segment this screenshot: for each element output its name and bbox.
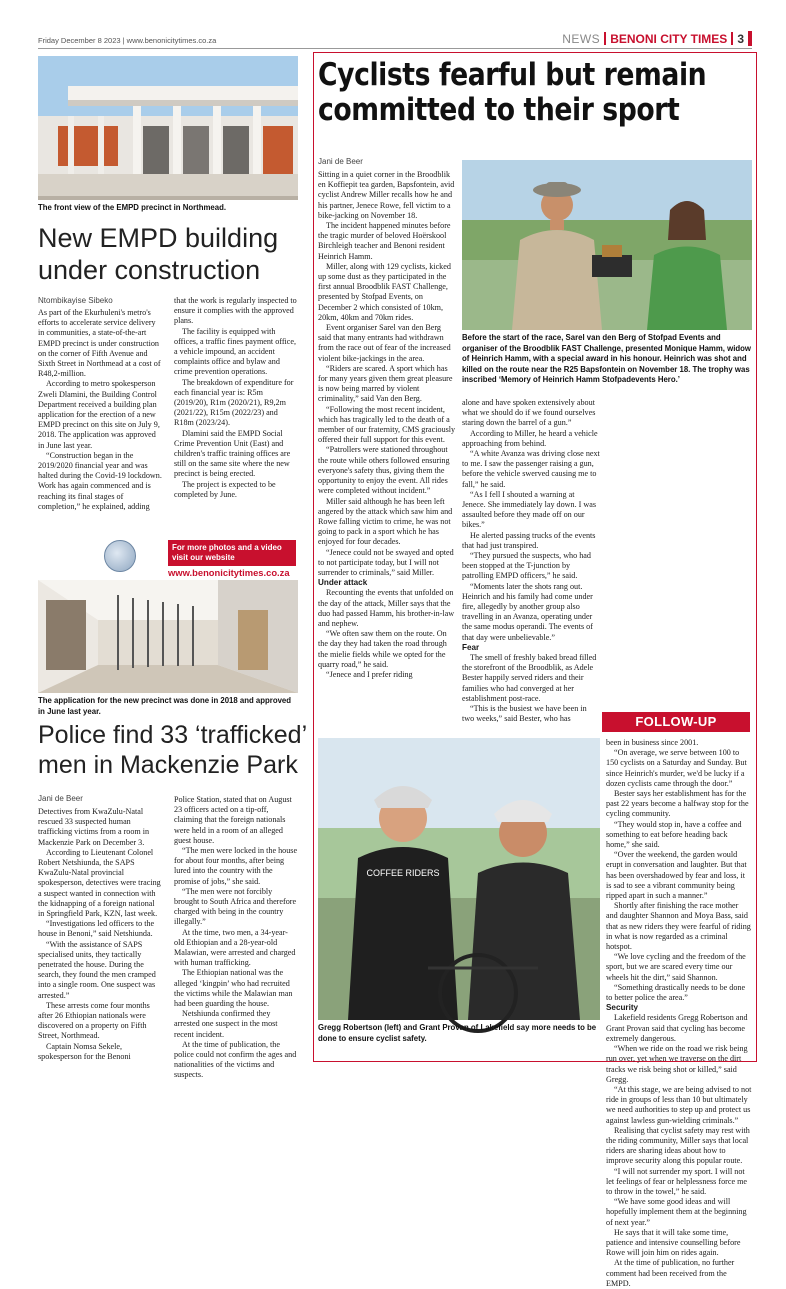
paragraph: According to metro spokesperson Zweli Dlamini, the Building Control Department received a building plan application for the erection of a new EMPD precinct on this site on July 9, 2018. The application was approved in June last year. — [38, 379, 160, 450]
empd-byline: Ntombikayise Sibeko — [38, 296, 113, 305]
paragraph: The Ethiopian national was the alleged ‘kingpin’ who had recruited the victims while the Malawian man had been guarding the house. — [174, 968, 293, 1009]
paragraph: According to Lieutenant Colonel Robert Netshiunda, the SAPS KwaZulu-Natal provincial spokesperson, detectives were tracing a suspect wanted in connection with the kidnapping of a foreign national in Springfield Park, KZN, last week. — [38, 847, 161, 919]
section-label: NEWS — [562, 31, 601, 46]
subheading: Security — [606, 1003, 639, 1013]
followup-badge: FOLLOW-UP — [602, 712, 750, 732]
page-number: 3 — [737, 31, 744, 46]
paragraph: that the work is regularly inspected to ensure it complies with the approved plans. — [174, 296, 297, 326]
empd-headline-line: under construction — [38, 255, 261, 285]
paragraph: Realising that cyclist safety may rest with the riding community, Miller says that local riders are sharing ideas about how to improve security along this popular route. — [606, 1125, 750, 1166]
cyclists-column-1 — [318, 170, 456, 680]
paragraph: Captain Nomsa Sekele, spokesperson for the Benoni — [38, 1041, 131, 1061]
subheading: Fear — [462, 642, 480, 652]
paragraph: “Investigations led officers to the house in Benoni,” said Netshiunda. — [38, 919, 155, 939]
cyclists-byline: Jani de Beer — [318, 157, 363, 166]
paragraph: “Moments later the shots rang out. Heinrich and his family had come under fire, allegedly by another group also travelling in an Avanza, operating under the same modus operandi. The events of that day were unbelievable.” — [462, 581, 593, 642]
paragraph: Shortly after finishing the race mother and daughter Shannon and Moya Bass, said that as new riders they were fearful of riding in what is now regarded as a criminal hotspot. — [606, 901, 751, 952]
paragraph: Detectives from KwaZulu-Natal rescued 33 suspected human trafficking victims from a room in Mackenzie Park on December 3. — [38, 807, 150, 847]
paragraph: According to Miller, he heard a vehicle approaching from behind. — [462, 428, 598, 448]
paragraph: “They pursued the suspects, who had been stopped at the T-junction by patrolling EMPD officers,” he said. — [462, 551, 591, 581]
paragraph: “Riders are scared. A sport which has for many years given them great pleasure is now being marred by violent criminality,” said Van den Berg. — [318, 363, 453, 404]
paragraph: Lakefield residents Gregg Robertson and Grant Provan said that cycling has become extremely dangerous. — [606, 1013, 748, 1043]
paragraph: “We love cycling and the freedom of the sport, but we are scared every time our wheels hit the dirt,” said Shannon. — [606, 952, 746, 982]
cyclists-column-2 — [462, 398, 600, 725]
paragraph: He alerted passing trucks of the events that had just transpired. — [462, 530, 596, 550]
paragraph: “We have some good ideas and will hopefully implement them at the beginning of next year.” — [606, 1197, 747, 1227]
trafficked-headline-line: men in Mackenzie Park — [38, 751, 298, 779]
paragraph: “This is the busiest we have been in two weeks,” said Bester, who has — [462, 704, 587, 724]
empd-headline — [38, 222, 278, 286]
paragraph: “The men were locked in the house for about four months, after being lured into the country with the promise of jobs,” she said. — [174, 846, 298, 886]
empd-photo-caption: The front view of the EMPD precinct in Northmead. — [38, 203, 227, 212]
paragraph: “As I fell I shouted a warning at Jenece. She immediately lay down. I was assaulted before they made off on our bikes.” — [462, 489, 597, 530]
paragraph: “Jenece could not be swayed and opted to not participate today, but I will not surrender to criminals,” said Miller. — [318, 547, 454, 577]
paragraph: Dlamini said the EMPD Social Crime Prevention Unit (East) and children's traffic training offices are still on the same site where the new precinct is being erected. — [174, 428, 291, 479]
paragraph: At the time, two men, a 34-year-old Ethiopian and a 28-year-old Malawian, were arrested and charged with human trafficking. — [174, 927, 296, 968]
paragraph: “On average, we serve between 100 to 150 cyclists on a Saturday and Sunday. But since Heinrich's murder, we'd be lucky if a dozen cyclists came through the door.” — [606, 748, 747, 788]
trafficked-column-2 — [174, 795, 298, 1081]
paragraph: “They would stop in, have a coffee and something to eat before heading back home,” she said. — [606, 819, 742, 850]
cyclists-photo — [318, 738, 600, 1020]
award-photo-caption: Before the start of the race, Sarel van den Berg of Stofpad Events and organiser of the Broodblik FAST Challenge, presented Monique Hamm, widow of Heinrich Hamm, with a special award in his honour. Heinrich was shot and killed on the route near the R25 Bapsfontein on November 18. The trophy was inscribed ‘Memory of Heinrich Hamm Stofpadevents Hero.’ — [462, 333, 751, 384]
divider — [604, 32, 606, 45]
paragraph: “The men were not forcibly brought to South Africa and therefore charged with being in the country illegally.” — [174, 886, 297, 927]
paragraph: Sitting in a quiet corner in the Broodblik en Koffiepit tea garden, Bapsfontein, avid cyclist Andrew Miller recalls how he and his partner, Jenece Rowe, fell victim to a bike-jacking on November 18. — [318, 170, 455, 220]
cyclists-headline: Cyclists fearful but remain committed to their sport — [318, 57, 707, 128]
empd-building-photo — [38, 56, 298, 200]
paragraph: “Jenece and I prefer riding — [326, 669, 413, 679]
paragraph: At the time of publication, the police could not confirm the ages and nationalities of the victims and suspects. — [174, 1039, 297, 1080]
paragraph: “A white Avanza was driving close next to me. I saw the passenger raising a gun, before the vehicle swerved causing me to fall,” he said. — [462, 449, 600, 489]
paragraph: The smell of freshly baked bread filled the storefront of the Broodblik, as Adele Bester happily served riders and their families who had converged at her establishment post-race. — [462, 653, 597, 703]
publication-name: BENONI CITY TIMES — [610, 31, 728, 46]
paragraph: “I will not surrender my sport. I will not let feelings of fear or helplessness force me to throw in the towel,” he said. — [606, 1166, 748, 1196]
divider — [731, 32, 733, 45]
paragraph: As part of the Ekurhuleni's metro's efforts to accelerate service delivery in communities, a state-of-the-art EMPD precinct is under construction on the corner of Fifth Avenue and Sixth Street in Northmead at a cost of R48,2-million. — [38, 308, 161, 379]
trafficked-column-1 — [38, 807, 162, 1062]
empd-column-2 — [174, 296, 298, 500]
paragraph: Miller, along with 129 cyclists, kicked up some dust as they participated in the first annual Broodblik FAST Challenge, presented by Stofpad Events, on December 2 which consisted of 10km, 20km, 40km and 70km rides. — [318, 261, 451, 322]
jersey-text: COFFEE RIDERS — [366, 868, 440, 878]
paragraph: “We often saw them on the route. On the day they had taken the road through the mielie fields while we opted for the quarry road,” he said. — [318, 629, 447, 669]
paragraph: “Construction began in the 2019/2020 financial year and was halted during the Covid-19 lockdown. Work has again commenced and is reaching its final stages of completion,” he explained, adding — [38, 450, 162, 511]
paragraph: The breakdown of expenditure for each financial year is: R5m (2019/20), R1m (2020/21), R9,2m (2021/22), R15m (2022/23) and R18m (2023/24). — [174, 377, 294, 428]
paragraph: alone and have spoken extensively about what we should do if we found ourselves staring down the barrel of a gun.” — [462, 398, 596, 428]
subheading: Under attack — [318, 578, 368, 588]
paragraph: He says that it will take some time, patience and intensive counselling before Rowe will join him on rides again. — [606, 1227, 741, 1258]
paragraph: The incident happened minutes before the tragic murder of beloved Hoërskool Birchleigh teacher and Benoni resident Heinrich Hamm. — [318, 221, 451, 261]
paragraph: Netshiunda confirmed they arrested one suspect in the most recent incident. — [174, 1009, 278, 1039]
paragraph: These arrests come four months after 26 Ethiopian nationals were discovered on a property on Fifth Street, Northmead. — [38, 1000, 150, 1041]
paragraph: “With the assistance of SAPS specialised units, they tactically penetrated the house. During the search, they found the men cramped into a single room. One suspect was arrested.” — [38, 939, 156, 1000]
website-link[interactable]: www.benonicitytimes.co.za — [168, 567, 290, 578]
website-promo[interactable]: For more photos and a video visit our website — [168, 540, 296, 566]
paragraph: “Following the most recent incident, which has tragically led to the death of a member of our fraternity, CMS graciously offered their full support for this event. — [318, 404, 456, 445]
paragraph: At the time of publication, no further comment had been received from the EMPD. — [606, 1258, 735, 1288]
empd-photo2-caption: The application for the new precinct was done in 2018 and approved in June last year. — [38, 696, 292, 716]
paragraph: Police Station, stated that on August 23 officers acted on a tip-off, claiming that the foreign nationals were held in a room of an alleged guest house. — [174, 795, 292, 845]
cyclists-column-3 — [606, 738, 752, 1289]
paragraph: Recounting the events that unfolded on the day of the attack, Miller says that the duo had passed Hamm, his brother-in-law and nephew. — [318, 588, 455, 628]
empd-headline-line: New EMPD building — [38, 223, 279, 253]
paragraph: “Over the weekend, the garden would erupt in conversation and laughter. But that has been overshadowed by fear and loss, it is sad to see a vibrant community being ripped apart in such a manner.” — [606, 850, 747, 901]
paragraph: been in business since 2001. — [606, 738, 699, 747]
trafficked-byline: Jani de Beer — [38, 794, 83, 803]
trafficked-headline-line: Police find 33 ‘trafficked’ — [38, 721, 308, 749]
cyclists-photo-caption: Gregg Robertson (left) and Grant Provan of Lakefield say more needs to be done to ensure cyclist safety. — [318, 1023, 597, 1043]
paragraph: “When we ride on the road we risk being run over, yet when we traverse on the dirt tracks we risk being shot or killed,” said Gregg. — [606, 1044, 748, 1084]
dateline: Friday December 8 2023 | www.benonicitytimes.co.za — [38, 36, 217, 45]
paragraph: Miller said although he has been left angered by the attack which saw him and Rowe falling victim to crime, he was not going to pack in a sport which he has enjoyed for four decades. — [318, 496, 453, 547]
paragraph: Bester says her establishment has for the past 22 years become a halfway stop for the cycling community. — [606, 789, 749, 819]
paragraph: Event organiser Sarel van den Berg said that many entrants had withdrawn from the race out of fear of the increased violent bike-jackings in the area. — [318, 323, 451, 363]
paragraph: The facility is equipped with offices, a traffic fines payment office, a vehicle impound, an accident complaints office and bylaw and crime prevention operations. — [174, 326, 297, 377]
empd-column-1 — [38, 308, 162, 512]
accent-bar — [748, 31, 752, 46]
header-rule — [38, 48, 752, 49]
paragraph: The project is expected to be completed by June. — [174, 479, 276, 499]
empd-corridor-photo — [38, 580, 298, 693]
masthead — [562, 31, 752, 46]
trafficked-headline — [38, 720, 307, 780]
globe-icon — [104, 540, 136, 572]
paragraph: “Patrollers were stationed throughout the route while others followed ensuring everyone's safety thus, giving them the opportunity to enjoy the event. All rides were completed without incident.” — [318, 445, 450, 496]
paragraph: “Something drastically needs to be done to better police the area.” — [606, 982, 746, 1003]
award-presentation-photo — [462, 160, 752, 330]
paragraph: “At this stage, we are being advised to not ride in groups of less than 10 but ultimately we need authorities to step up and protect us against lawless gun-wielding criminals.” — [606, 1084, 752, 1125]
